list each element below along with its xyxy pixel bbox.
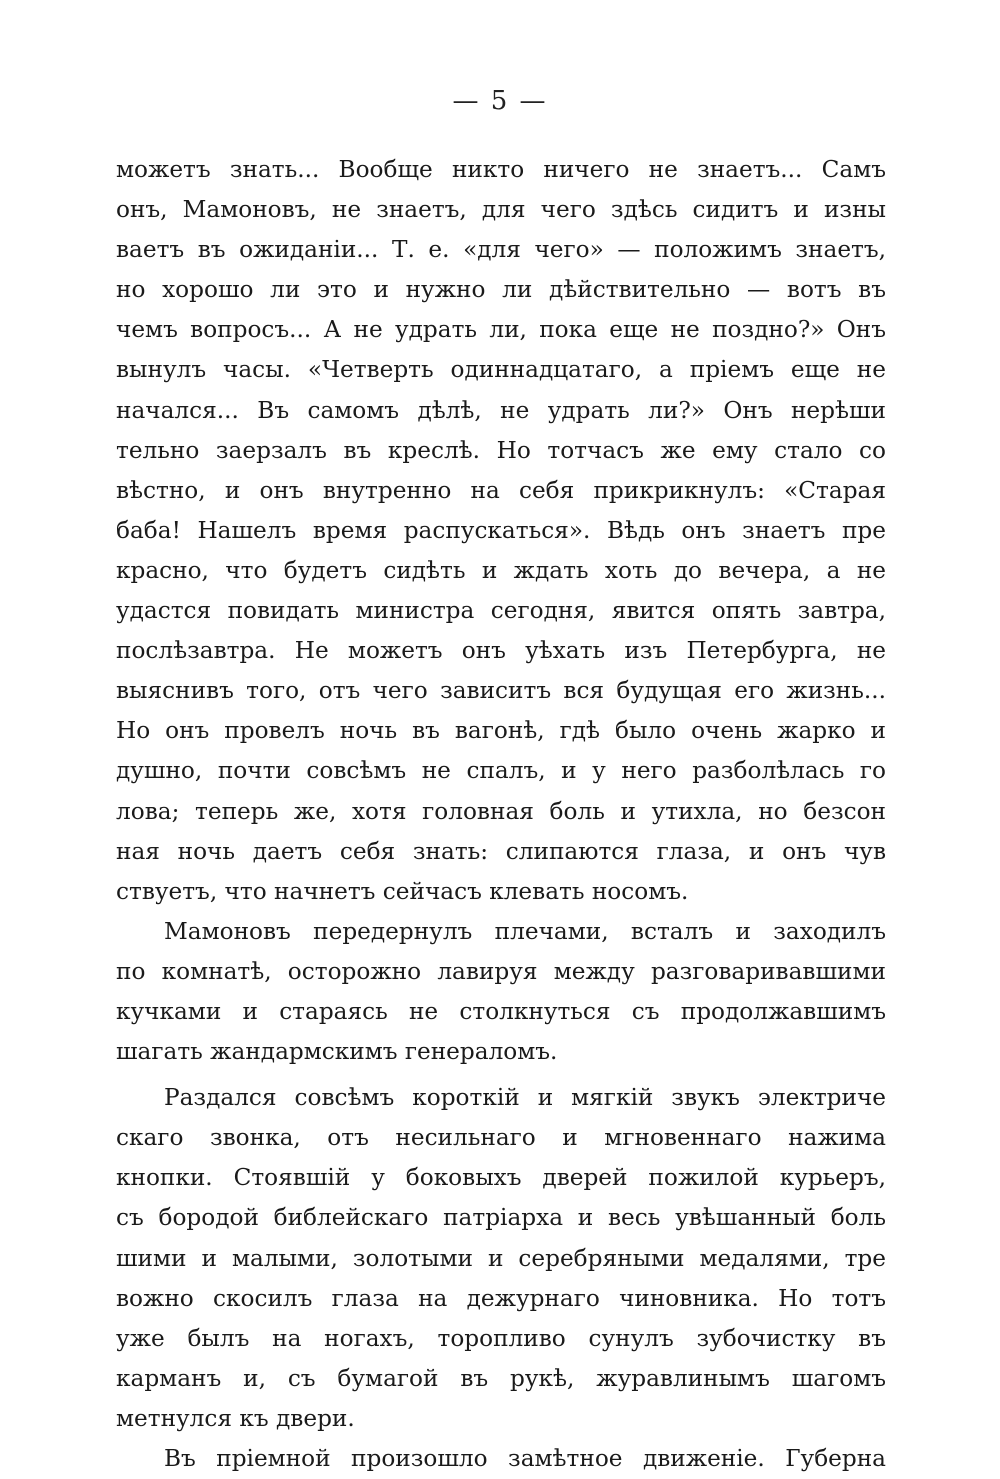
text-line: послѣзавтра. Не можетъ онъ уѣхать изъ Петербурга, не: [116, 637, 886, 665]
page-number: — 5 —: [452, 86, 548, 116]
text-line: ствуетъ, что начнетъ сейчасъ клевать носомъ.: [116, 877, 689, 905]
paragraph-3: [116, 1078, 886, 1439]
text-line: ная ночь даетъ себя знать: слипаются глаза, и онъ чув: [116, 837, 886, 865]
text-line: метнулся къ двери.: [116, 1404, 355, 1432]
text-line: чемъ вопросъ... А не удрать ли, пока еще не поздно?» Онъ: [116, 316, 886, 344]
text-line: красно, что будетъ сидѣть и ждать хоть до вечера, а не: [116, 556, 886, 584]
text-line: Въ пріемной произошло замѣтное движеніе. Губерна: [164, 1445, 886, 1472]
text-line: вѣстно, и онъ внутренно на себя прикрикнулъ: «Старая: [116, 476, 886, 504]
text-line: кучками и стараясь не столкнуться съ продолжавшимъ: [116, 997, 886, 1025]
text-line: душно, почти совсѣмъ не спалъ, и у него разболѣлась го: [116, 757, 886, 785]
text-line: Но онъ провелъ ночь въ вагонѣ, гдѣ было очень жарко и: [116, 717, 886, 745]
text-line: вынулъ часы. «Четверть одиннадцатаго, а пріемъ еще не: [116, 356, 886, 384]
text-line: но хорошо ли это и нужно ли дѣйствительно — вотъ въ: [116, 276, 886, 304]
text-line: онъ, Мамоновъ, не знаетъ, для чего здѣсь сидитъ и изны: [116, 196, 886, 224]
text-line: кнопки. Стоявшій у боковыхъ дверей пожилой курьеръ,: [116, 1164, 886, 1192]
text-line: баба! Нашелъ время распускаться». Вѣдь онъ знаетъ пре: [116, 516, 886, 544]
text-line: можетъ знать... Вообще никто ничего не знаетъ... Самъ: [116, 156, 886, 183]
paragraph-2: [116, 912, 886, 1072]
text-line: удастся повидать министра сегодня, явится опять завтра,: [116, 597, 886, 625]
text-line: шими и малыми, золотыми и серебряными медалями, тре: [116, 1244, 886, 1272]
text-line: лова; теперь же, хотя головная боль и утихла, но безсон: [116, 797, 886, 825]
text-line: вожно скосилъ глаза на дежурнаго чиновника. Но тотъ: [116, 1284, 886, 1312]
text-line: скаго звонка, отъ несильнаго и мгновеннаго нажима: [116, 1124, 886, 1152]
text-line: ваетъ въ ожиданіи... Т. е. «для чего» — положимъ знаетъ,: [116, 236, 886, 264]
text-line: карманъ и, съ бумагой въ рукѣ, журавлинымъ шагомъ: [116, 1364, 886, 1392]
text-line: по комнатѣ, осторожно лавируя между разговаривавшими: [116, 957, 886, 985]
text-line: уже былъ на ногахъ, торопливо сунулъ зубочистку въ: [116, 1324, 886, 1352]
text-line: съ бородой библейскаго патріарха и весь увѣшанный боль: [116, 1204, 886, 1232]
text-line: выяснивъ того, отъ чего зависитъ вся будущая его жизнь...: [116, 677, 886, 705]
paragraph-1: [116, 150, 886, 912]
body-text: [116, 150, 886, 1479]
text-line: начался... Въ самомъ дѣлѣ, не удрать ли?» Онъ нерѣши: [116, 396, 886, 424]
text-line: Мамоновъ передернулъ плечами, всталъ и заходилъ: [164, 917, 886, 945]
text-line: тельно заерзалъ въ креслѣ. Но тотчасъ же ему стало со: [116, 436, 886, 464]
text-line: Раздался совсѣмъ короткій и мягкій звукъ электриче: [164, 1084, 886, 1112]
paragraph-4: [116, 1439, 886, 1479]
text-line: шагать жандармскимъ генераломъ.: [116, 1038, 558, 1066]
